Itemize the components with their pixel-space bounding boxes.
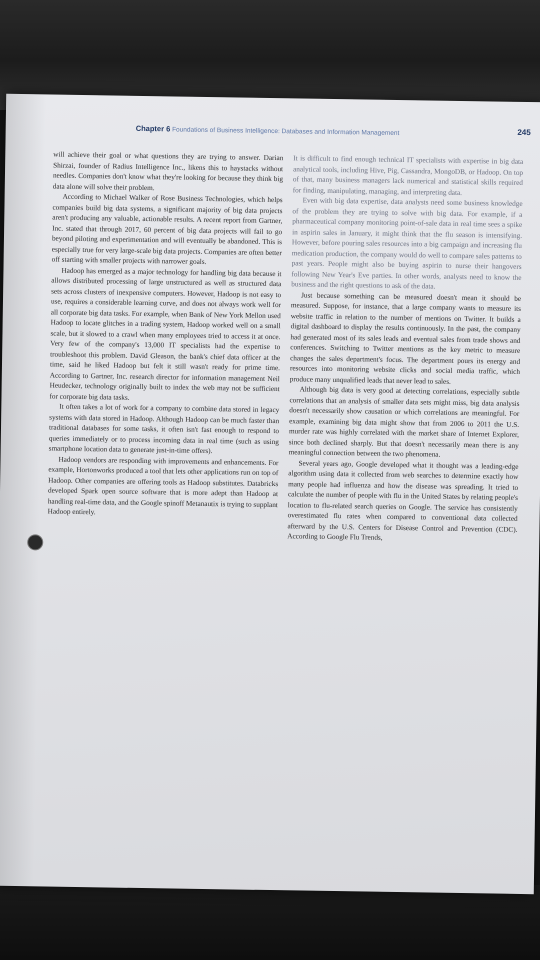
paragraph: Hadoop vendors are responding with improvements and enhancements. For example, Hortonworks produced a tool that lets other applications run on top of Hadoop. Other companies are offering tools as Hadoop substitutes. Databricks developed Spark open source software that is more adept than Hadoop at handling real-time data, and the Google spinoff Metanautix is trying to supplant Hadoop entirely. [47, 455, 279, 517]
running-header [136, 124, 531, 144]
book-page [0, 94, 540, 894]
paragraph: It often takes a lot of work for a company to combine data stored in legacy systems with data stored in Hadoop. Although Hadoop can be much faster than traditional databases for some tasks, it often isn't fast enough to respond to queries immediately or to process incoming data in real time (such as using smartphone location data to generate just-in-time offers). [48, 402, 280, 456]
page-fold-shadow [0, 94, 46, 887]
left-column [48, 150, 284, 521]
right-column [287, 153, 523, 545]
paragraph: Just because something can be measured doesn't mean it should be measured. Suppose, for instance, that a large company wants to measure its website traffic in relation to the number of mentions on Twitter. It builds a digital dashboard to display the results continuously. In the past, the company had generated most of its sales leads and eventual sales from trade shows and conferences. Switching to Twitter mentions as the key metric to measure changes the sales department's focus. The department pours its energy and resources into monitoring website clicks and social media traffic, which produce many unqualified leads that never lead to sales. [289, 290, 522, 386]
binder-hole [27, 534, 43, 550]
paragraph: Several years ago, Google developed what it thought was a leading-edge algorithm using data it collected from web searches to determine exactly how many people had influenza and how the disease was spreading. It tried to calculate the number of people with flu in the United States by relating people's location to flu-related search queries on Google. The service has consistently overestimated flu rates when compared to conventional data collected afterward by the U.S. Centers for Disease Control and Prevention (CDC). According to Google Flu Trends, [287, 458, 519, 542]
background-bottom [0, 885, 540, 960]
background-top [0, 0, 540, 110]
page-number: 245 [517, 127, 531, 138]
chapter-title: Foundations of Business Intelligence: Databases and Information Management [172, 126, 400, 137]
paragraph: Hadoop has emerged as a major technology for handling big data because it allows distributed processing of large unstructured as well as structured data sets across clusters of inexpensive computers. However, Hadoop is not easy to use, requires a considerable learning curve, and does not always work well for all corporate big data tasks. For example, when Bank of New York Mellon used Hadoop to locate glitches in a trading system, Hadoop worked well on a small scale, but it slowed to a crawl when many employees tried to access it at once. Very few of the company's 13,000 IT specialists had the expertise to troubleshoot this problem. David Gleason, the bank's chief data officer at the time, said he liked Hadoop but felt it still wasn't ready for prime time. According to Gartner, Inc. research director for information management Neil Heudecker, technology originally built to index the web may not be sufficient for corporate big data tasks. [49, 266, 282, 402]
paragraph: According to Michael Walker of Rose Business Technologies, which helps companies build big data systems, a significant majority of big data projects aren't producing any valuable, actionable results. A recent report from Gartner, Inc. stated that through 2017, 60 percent of big data projects will fail to go beyond piloting and experimentation and will eventually be abandoned. This is especially true for very large-scale big data projects. Companies are often better off starting with smaller projects with narrower goals. [51, 192, 283, 266]
paragraph: Even with big data expertise, data analysts need some business knowledge of the problem they are trying to solve with big data. For example, if a pharmaceutical company monitoring point-of-sale data in real time sees a spike in aspirin sales in January, it might think that the flu season is intensifying. However, before pouring sales resources into a big campaign and increasing flu medication production, the company would do well to compare sales patterns to past years. People might also be buying aspirin to nurse their hangovers following New Year's Eve parties. In other words, analysts need to know the business and the right questions to ask of the data. [291, 196, 523, 291]
paragraph: will achieve their goal or what questions they are trying to answer. Darian Shirzai, founder of Radius Intelligence Inc., likens this to haystacks without needles. Companies don't know what they're looking for because they think big data alone will solve their problem. [52, 150, 284, 192]
chapter-label: Chapter 6 [135, 123, 171, 134]
paragraph: It is difficult to find enough technical IT specialists with expertise in big data analytical tools, including Hive, Pig, Cassandra, MongoDB, or Hadoop. On top of that, many business managers lack numerical and statistical skills required for finding, manipulating, managing, and interpreting data. [292, 154, 524, 197]
paragraph: Although big data is very good at detecting correlations, especially subtle correlations that an analysis of smaller data sets might miss, big data analysis doesn't necessarily show causation or which correlations are meaningful. For example, examining big data might show that from 2006 to 2011 the U.S. murder rate was highly correlated with the market share of Internet Explorer, since both declined sharply. But that doesn't necessarily mean there is any meaningful connection between the two phenomena. [288, 385, 520, 459]
